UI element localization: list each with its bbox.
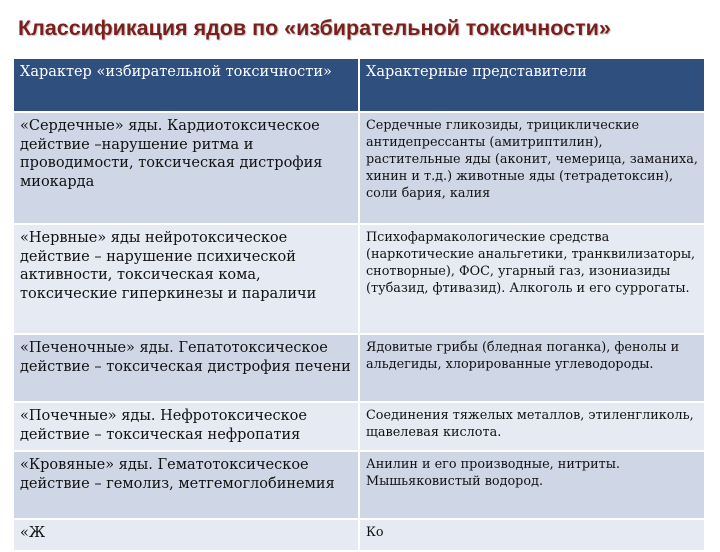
representatives-cell: Психофармакологические средства (наркотические анальгетики, транквилизаторы, снотворные), ФОС, угарный газ, изониазиды (тубазид, фтивазид). Алкоголь и его суррогаты. xyxy=(360,225,704,333)
toxicity-type-cell: «Кровяные» яды. Гематотоксическое действие – гемолиз, метгемоглобинемия xyxy=(14,452,358,518)
table-row xyxy=(14,452,704,518)
representatives-cell: Соединения тяжелых металлов, этиленгликоль, щавелевая кислота. xyxy=(360,403,704,450)
header-toxicity-type: Характер «избирательной токсичности» xyxy=(14,59,358,111)
table-row xyxy=(14,113,704,223)
toxicity-type-cell: «Печеночные» яды. Гепатотоксическое действие – токсическая дистрофия печени xyxy=(14,335,358,401)
representatives-cell: Анилин и его производные, нитриты. Мышьяковистый водород. xyxy=(360,452,704,518)
toxicity-table xyxy=(12,57,706,552)
slide-title: Классификация ядов по «избирательной токсичности» xyxy=(18,16,611,40)
table-row xyxy=(14,403,704,450)
representatives-cell: Ядовитые грибы (бледная поганка), фенолы и альдегиды, хлорированные углеводороды. xyxy=(360,335,704,401)
table-row xyxy=(14,335,704,401)
header-representatives: Характерные представители xyxy=(360,59,704,111)
representatives-cell: Ко xyxy=(360,520,704,550)
toxicity-type-cell: «Сердечные» яды. Кардиотоксическое действие –нарушение ритма и проводимости, токсическая дистрофия миокарда xyxy=(14,113,358,223)
table-header-row xyxy=(14,59,704,111)
toxicity-type-cell: «Нервные» яды нейротоксическое действие – нарушение психической активности, токсическая кома, токсические гиперкинезы и параличи xyxy=(14,225,358,333)
toxicity-type-cell: «Почечные» яды. Нефротоксическое действие – токсическая нефропатия xyxy=(14,403,358,450)
table-row xyxy=(14,520,704,550)
representatives-cell: Сердечные гликозиды, трициклические антидепрессанты (амитриптилин), растительные яды (аконит, чемерица, заманиха, хинин и т.д.) животные яды (тетрадетоксин), соли бария, калия xyxy=(360,113,704,223)
toxicity-type-cell: «Ж xyxy=(14,520,358,550)
table-row xyxy=(14,225,704,333)
